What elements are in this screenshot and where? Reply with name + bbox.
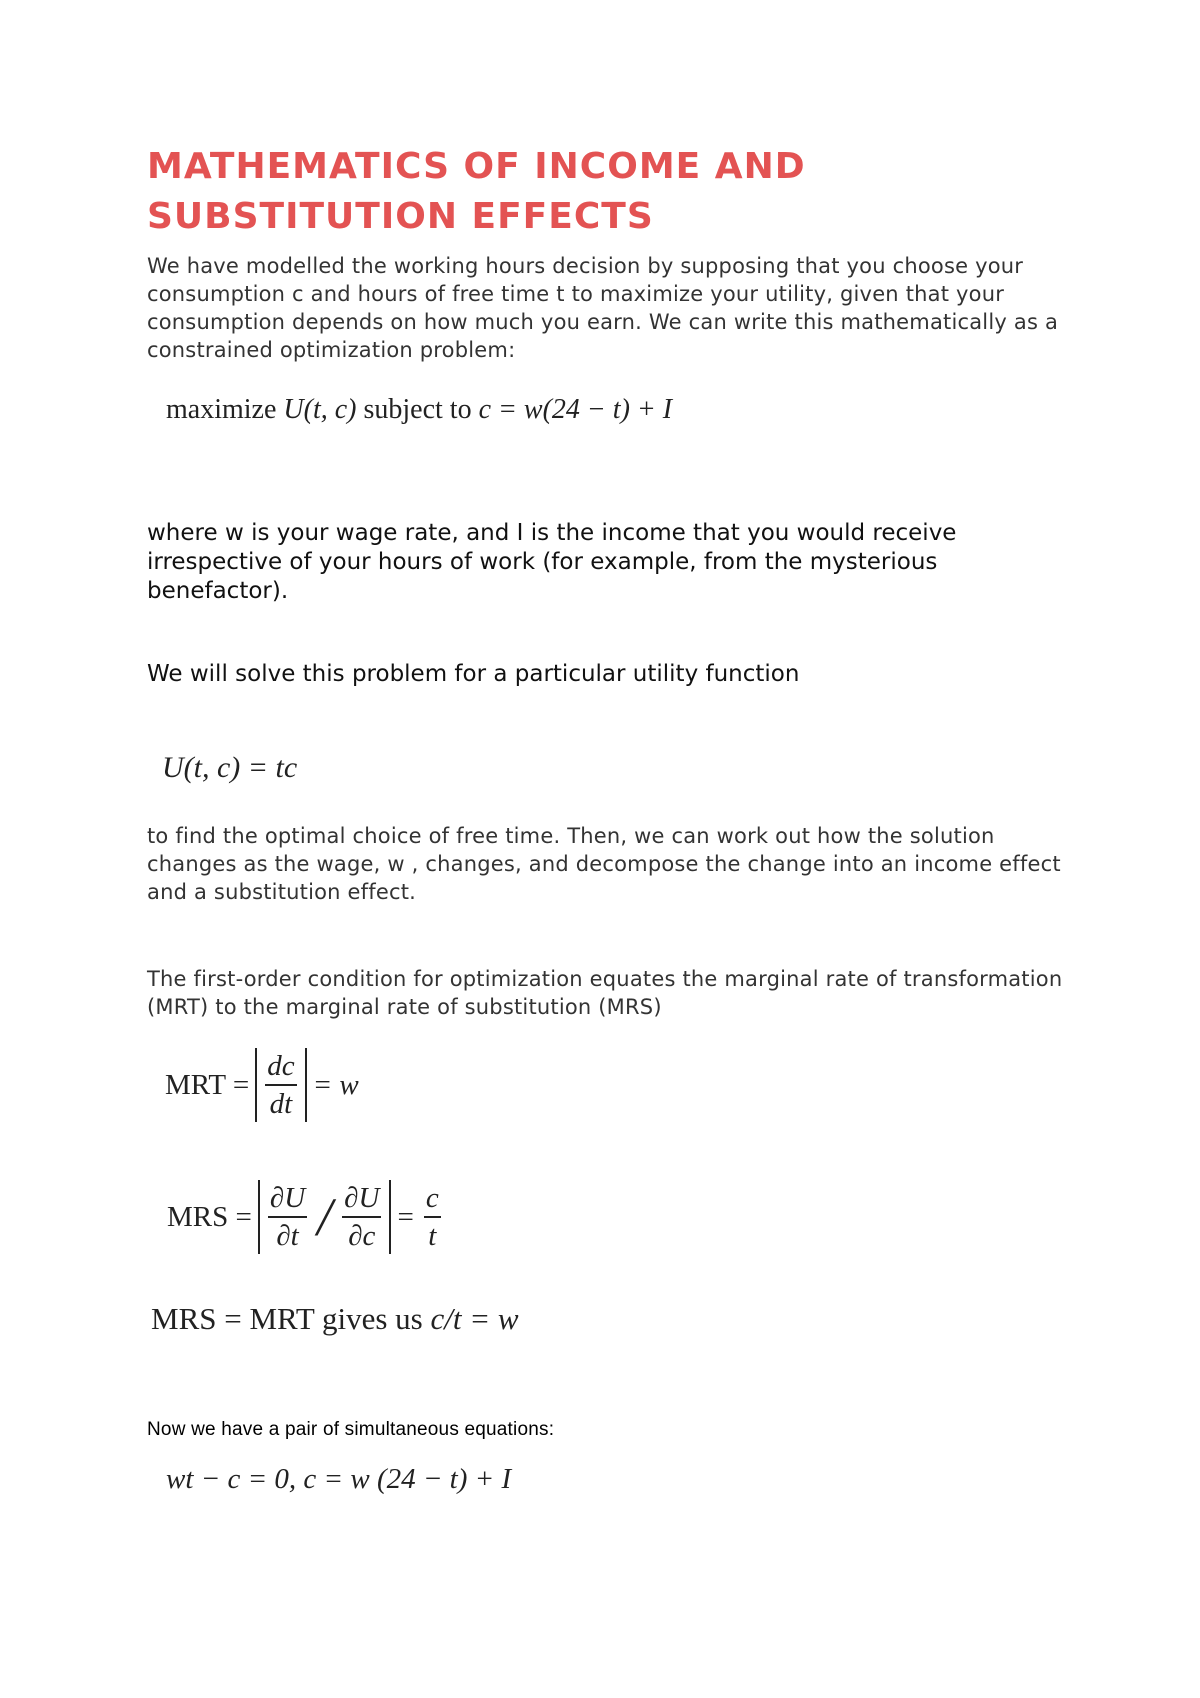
- mrs-denominator-1: ∂t: [276, 1220, 299, 1252]
- simultaneous-equations: [166, 1463, 511, 1496]
- utility-function-equation: [162, 751, 297, 785]
- first-order-condition-paragraph: The first-order condition for optimization equates the marginal rate of transformation (MRT) to the marginal rate of substitution (MRS): [147, 967, 1063, 1019]
- eq6-text: wt − c = 0, c = w (24 − t) + I: [166, 1463, 512, 1495]
- solution-paragraph: to find the optimal choice of free time. Then, we can work out how the solution changes as the wage, w , changes, and decompose the change into an income effect and a substitution effect.: [147, 824, 1061, 904]
- mrt-absolute-value: [255, 1048, 306, 1122]
- simultaneous-equations-paragraph: Now we have a pair of simultaneous equations:: [147, 1419, 555, 1440]
- mrs-equals: =: [397, 1200, 414, 1233]
- mrs-denominator-2: ∂c: [348, 1220, 376, 1252]
- mrs-equation: [167, 1180, 443, 1254]
- mrs-result-denominator: t: [428, 1220, 437, 1252]
- intro-paragraph: We have modelled the working hours decision by supposing that you choose your consumption c and hours of free time t to maximize your utility, given that your consumption depends on how much you earn. We can write this mathematically as a constrained optimization problem:: [147, 254, 1059, 362]
- mrt-rhs: = w: [312, 1068, 359, 1101]
- mrt-label: MRT =: [165, 1068, 250, 1101]
- mrs-label: MRS =: [167, 1200, 252, 1233]
- eq2-text: U(t, c) = tc: [162, 751, 298, 784]
- mrs-result-numerator: c: [424, 1180, 441, 1218]
- eq1-subject-to: subject to: [363, 394, 472, 425]
- division-slash: /: [317, 1187, 333, 1247]
- mrs-absolute-value: [258, 1180, 392, 1254]
- utility-intro-paragraph: We will solve this problem for a particular utility function: [147, 661, 800, 687]
- eq5-text: MRS = MRT gives us: [151, 1301, 423, 1336]
- eq1-lhs: U(t, c): [283, 394, 357, 425]
- title-line-2: SUBSTITUTION EFFECTS: [147, 196, 654, 237]
- mrt-denominator: dt: [269, 1088, 293, 1120]
- mrs-equals-mrt-equation: [151, 1301, 519, 1337]
- mrt-fraction: [265, 1048, 296, 1122]
- mrs-fraction-1: [268, 1180, 307, 1254]
- mrs-result-fraction: [424, 1180, 441, 1254]
- eq1-maximize: maximize: [166, 394, 277, 425]
- mrs-numerator-2: ∂U: [342, 1180, 381, 1218]
- mrs-fraction-2: [342, 1180, 381, 1254]
- mrs-numerator-1: ∂U: [268, 1180, 307, 1218]
- eq5-formula: c/t = w: [430, 1301, 519, 1336]
- eq1-rhs: c = w(24 − t) + I: [478, 394, 673, 425]
- optimization-problem-equation: [166, 394, 672, 426]
- page-title: [147, 142, 1047, 242]
- wage-definition-paragraph: where w is your wage rate, and I is the income that you would receive irrespective of your hours of work (for example, from the mysterious benefactor).: [147, 520, 957, 604]
- mrt-numerator: dc: [265, 1048, 296, 1086]
- mrt-equation: [165, 1048, 359, 1122]
- title-line-1: MATHEMATICS OF INCOME AND: [147, 146, 806, 187]
